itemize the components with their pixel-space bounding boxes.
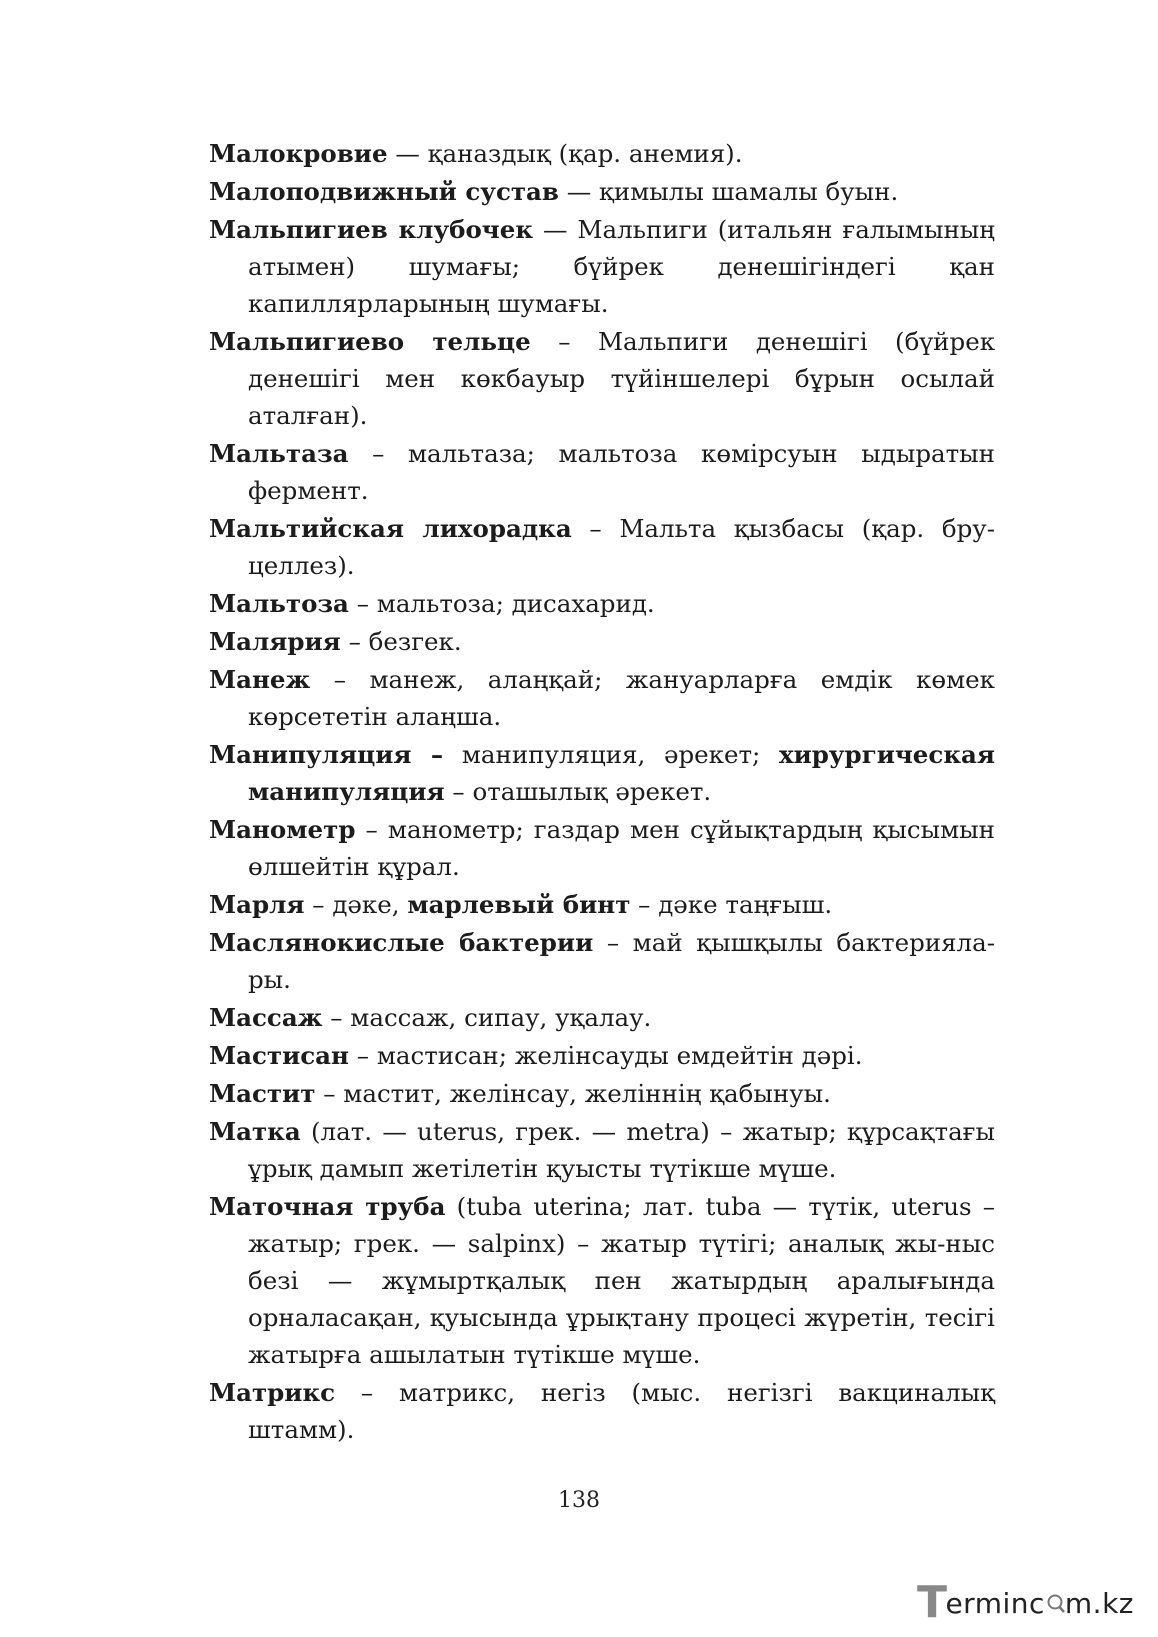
- entry-term: Маслянокислые бактерии: [209, 928, 594, 957]
- entry-term: Манипуляция –: [209, 740, 444, 769]
- entry-term: Мальпигиев клубочек: [209, 215, 534, 244]
- entry-term: Марля: [209, 890, 305, 919]
- page-number: 138: [558, 1488, 600, 1513]
- entry-term: Мальтийская лихорадка: [209, 514, 572, 543]
- entry-term: Малокровие: [209, 139, 388, 168]
- entry-definition: (лат. — uterus, грек. — metra) – жатыр; құрсақтағы ұрық дамып жетілетін қуысты түтікше мүше.: [248, 1117, 995, 1183]
- entry: [209, 211, 995, 322]
- entry: [209, 510, 995, 584]
- watermark-t: T: [916, 1577, 948, 1628]
- entry-definition: манипуляция, әрекет;: [443, 740, 779, 769]
- entry: [209, 1037, 995, 1074]
- entry-term: Манеж: [209, 665, 311, 694]
- entry-term: Массаж: [209, 1003, 323, 1032]
- entry-definition: (tuba uterina; лат. tuba — түтік, uterus – жатыр; грек. — salpinx) – жатыр түтігі; аналық жы-ныс безі — жұмыртқалық пен жатырдың аралығында орналасақан, қуысында ұрықтану процесі жүретін, тесігі жатырға ашылатын түтікше мүше.: [248, 1192, 995, 1369]
- entry-term: Маточная труба: [209, 1192, 446, 1221]
- entry-definition: – манометр; газдар мен сұйықтардың қысымын өлшейтін құрал.: [248, 815, 995, 881]
- entry-definition: – мальтоза; дисахарид.: [348, 589, 655, 618]
- entry: [209, 1374, 995, 1448]
- entry-definition: – безгек.: [340, 627, 462, 656]
- entry-definition: – май қышқылы бактерияла-ры.: [248, 928, 995, 994]
- entry-definition: – Мальпиги денешігі (бүйрек денешігі мен көкбауыр түйіншелері бұрын осылай аталған).: [248, 327, 996, 430]
- entry: [209, 435, 995, 509]
- entry-definition: – дәке,: [304, 890, 408, 919]
- entry-definition: – мальтаза; мальтоза көмірсуын ыдыратын фермент.: [248, 439, 995, 505]
- entry-term: Мастисан: [209, 1041, 349, 1070]
- entry-term: Манометр: [209, 815, 356, 844]
- entry-definition: – матрикс, негіз (мыс. негізгі вакциналық штамм).: [248, 1378, 995, 1444]
- entry: [209, 811, 995, 885]
- termincom-watermark: [916, 1577, 1134, 1628]
- entry: [209, 924, 995, 998]
- entry-term: Матрикс: [209, 1378, 336, 1407]
- entry: [209, 135, 995, 172]
- entry: [209, 661, 995, 735]
- entry-term: Мальтоза: [209, 589, 349, 618]
- entry-definition: – мастит, желінсау, желіннің қабынуы.: [315, 1079, 831, 1108]
- entry-term: Мастит: [209, 1079, 316, 1108]
- entry: [209, 736, 995, 810]
- entry-term: Матка: [209, 1117, 301, 1146]
- entry-definition: – массаж, сипау, уқалау.: [322, 1003, 652, 1032]
- entry-subterm: марлевый бинт: [407, 890, 631, 919]
- entry-term: Мальпигиево тельце: [209, 327, 531, 356]
- entry-definition: — Мальпиги (итальян ғалымының атымен) шумағы; бүйрек денешігіндегі қан капиллярларының шумағы.: [248, 215, 995, 318]
- entry: [209, 999, 995, 1036]
- entry: [209, 1188, 995, 1373]
- entry: [209, 1113, 995, 1187]
- entry-definition: – мастисан; желінсауды емдейтін дәрі.: [349, 1041, 863, 1070]
- dictionary-page: [209, 135, 995, 1449]
- entry-definition: — қаназдық (қар. анемия).: [387, 139, 743, 168]
- entry: [209, 1075, 995, 1112]
- magnifier-icon: [1046, 1594, 1064, 1612]
- entry: [209, 623, 995, 660]
- watermark-text-start: erminc: [945, 1586, 1045, 1620]
- entry-definition: – манеж, алаңқай; жануарларға емдік көмек көрсететін алаңша.: [248, 665, 995, 731]
- watermark-text-end: m.kz: [1064, 1586, 1134, 1620]
- entry-term: Малярия: [209, 627, 341, 656]
- entry: [209, 323, 995, 434]
- entry: [209, 585, 995, 622]
- entry-term: Малоподвижный сустав: [209, 177, 559, 206]
- entry-definition: – Мальта қызбасы (қар. бру-целлез).: [248, 514, 996, 580]
- entry-term: Мальтаза: [209, 439, 349, 468]
- entry: [209, 886, 995, 923]
- entry-subterm: хирургическая манипуляция: [248, 740, 995, 806]
- entry-subdefinition: – оташылық әрекет.: [444, 777, 712, 806]
- entry-subdefinition: – дәке таңғыш.: [630, 890, 833, 919]
- entry-definition: — қимылы шамалы буын.: [558, 177, 899, 206]
- entry: [209, 173, 995, 210]
